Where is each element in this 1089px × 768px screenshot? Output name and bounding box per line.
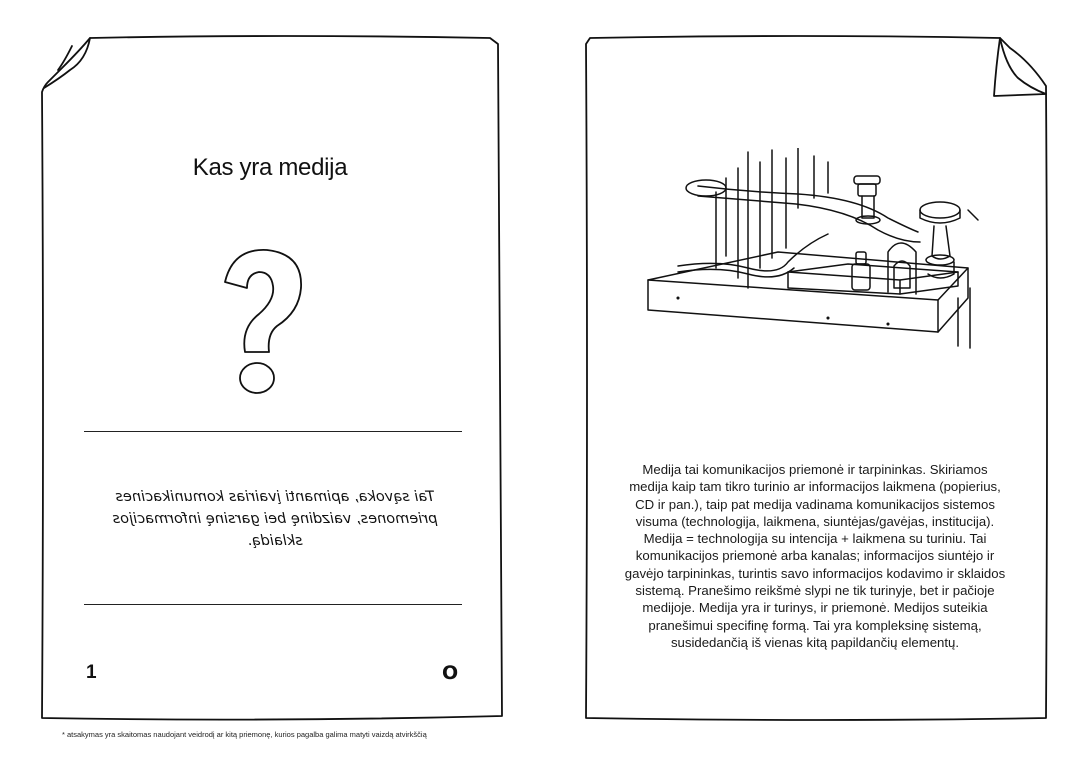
question-mark-icon <box>205 240 315 400</box>
telegraph-key-icon <box>638 148 988 368</box>
card-title: Kas yra medija <box>192 154 348 181</box>
divider-top <box>84 431 462 432</box>
footnote: * atsakymas yra skaitomas naudojant veidrodį ar kitą priemonę, kurios pagalba galima matyti vaizdą atvirkščią <box>62 730 427 739</box>
page-number-right: O <box>442 662 459 684</box>
mirrored-definition: Tai sąvoka, apimanti įvairias komunikacines priemones, vaizdinę bei garsinę informacijos sklaidą. <box>112 489 438 549</box>
medija-description: Medija tai komunikacijos priemonė ir tarpininkas. Skiriamos medija kaip tam tikro turinio ar informacijos laikmena (popierius, CD ir pan.), taip pat medija vadinama komunikacijos sistemos visuma (technologija, laikmena, siuntėjas/gavėjas, institucija). Medija = technologija su intencija + laikmena su turiniu. Tai komunikacijos priemonė arba kanalas; informacijos siuntėjo ir gavėjo tarpininkas, turintis savo informacijos kodavimo ir sklaidos sistemą. Pranešimo reikšmė slypi ne tik turinyje, bet ir pačioje medijoje. Medija yra ir turinys, ir priemonė. Medijos suteikia pranešimui specifinę formą. Tai yra kompleksinę sistemą, susidedančią iš vienas kitą papildančių elementų. <box>624 462 1006 650</box>
divider-bottom <box>84 604 462 605</box>
page-number-left: 1 <box>86 662 97 683</box>
